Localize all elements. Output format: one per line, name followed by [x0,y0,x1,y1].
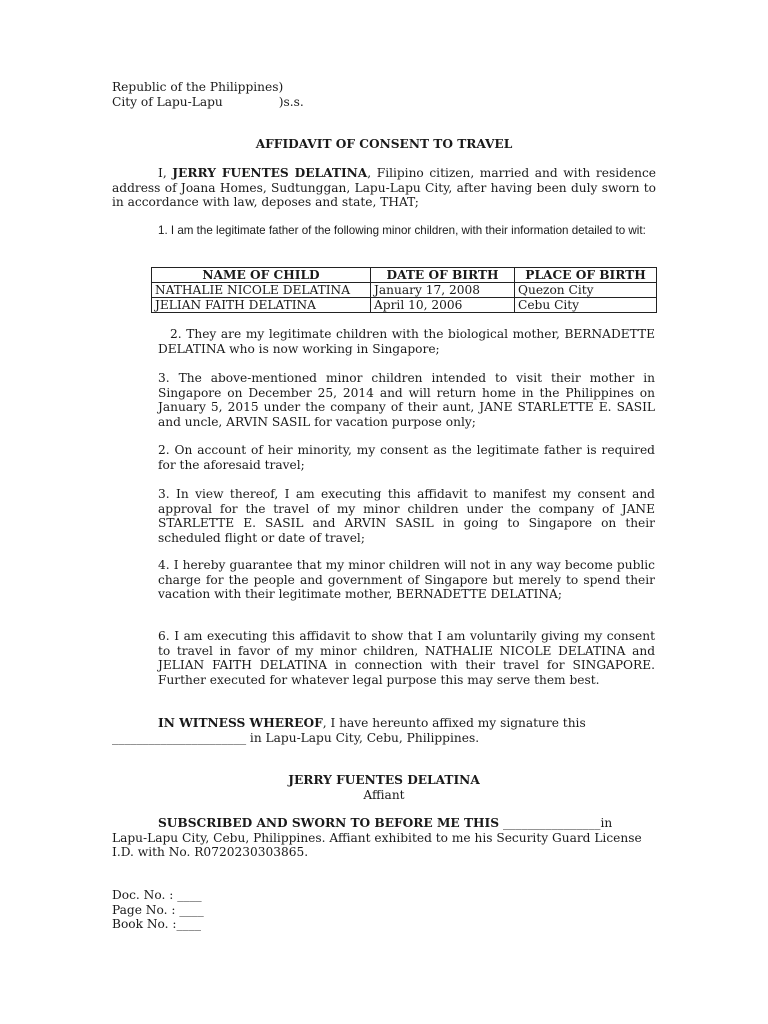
table-cell: January 17, 2008 [371,283,515,298]
paragraph-2: 2. They are my legitimate children with the biological mother, BERNADETTE DELATINA who is now working in Singapore; [158,327,655,356]
table-cell: April 10, 2006 [371,298,515,313]
jurat-block: SUBSCRIBED AND SWORN TO BEFORE ME THIS ________________in Lapu-Lapu City, Cebu, Philippines. Affiant exhibited to me his Security Guard License I.D. with No. R0720230303865. [112,816,656,860]
jurat-date-blank: ________________ [502,816,601,830]
paragraph-4: 2. On account of heir minority, my consent as the legitimate father is required for the aforesaid travel; [158,443,655,472]
paragraph-3: 3. The above-mentioned minor children intended to visit their mother in Singapore on December 25, 2014 and will return home in the Philippines on January 5, 2015 under the company of their aunt, JANE STARLETTE E. SASIL and uncle, ARVIN SASIL for vacation purpose only; [158,371,655,429]
venue-block [112,80,304,109]
table-cell: JELIAN FAITH DELATINA [152,298,371,313]
doc-no: Doc. No. : ____ [112,888,202,902]
witness-clause: IN WITNESS WHEREOF, I have hereunto affixed my signature this ______________________ in Lapu-Lapu City, Cebu, Philippines. [112,716,586,745]
signature-block [112,773,656,802]
table-cell: Cebu City [515,298,657,313]
witness-heading: IN WITNESS WHEREOF [158,716,323,730]
table-header-cell: NAME OF CHILD [152,268,371,283]
notarial-register [112,888,204,932]
paragraph-6: 4. I hereby guarantee that my minor children will not in any way become public charge for the people and government of Singapore but merely to spend their vacation with their legitimate mother, BERNADETTE DELATINA; [158,558,655,602]
paragraph-7: 6. I am executing this affidavit to show that I am voluntarily giving my consent to travel in favor of my minor children, NATHALIE NICOLE DELATINA and JELIAN FAITH DELATINA in connection with their travel for SINGAPORE. Further executed for whatever legal purpose this may serve them best. [158,629,655,687]
affiant-signature-name: JERRY FUENTES DELATINA [288,773,480,787]
date-blank: ______________________ [112,730,247,745]
table-header-cell: PLACE OF BIRTH [515,268,657,283]
page-no: Page No. : ____ [112,902,204,917]
jurat-text: Lapu-Lapu City, Cebu, Philippines. Affiant exhibited to me his Security Guard License I.D. with No. R0720230303865. [112,830,642,860]
table-header-row [152,268,657,283]
venue-line-2 [112,95,304,110]
table-row [152,298,657,313]
document-title: AFFIDAVIT OF CONSENT TO TRAVEL [255,137,513,151]
table-row [152,283,657,298]
book-no: Book No. :____ [112,917,201,932]
intro-paragraph: I, JERRY FUENTES DELATINA, Filipino citizen, married and with residence address of Joana Homes, Sudtunggan, Lapu-Lapu City, after having been duly sworn to in accordance with law, deposes and state, THAT; [112,166,657,210]
table-cell: Quezon City [515,283,657,298]
table-header-cell: DATE OF BIRTH [371,268,515,283]
venue-city: City of Lapu-Lapu [112,94,223,109]
children-table [151,267,657,313]
affiant-name: JERRY FUENTES DELATINA [172,166,368,180]
jurat-heading: SUBSCRIBED AND SWORN TO BEFORE ME THIS [158,816,500,830]
venue-ss: )s.s. [278,94,304,109]
paragraph-1: 1. I am the legitimate father of the following minor children, with their information detailed to wit: [158,224,646,237]
paragraph-5: 3. In view thereof, I am executing this affidavit to manifest my consent and approval for the travel of my minor children under the company of JANE STARLETTE E. SASIL and ARVIN SASIL in going to Singapore on their scheduled flight or date of travel; [158,487,655,545]
affiant-label: Affiant [363,787,405,802]
table-cell: NATHALIE NICOLE DELATINA [152,283,371,298]
venue-line-1: Republic of the Philippines) [112,80,284,94]
